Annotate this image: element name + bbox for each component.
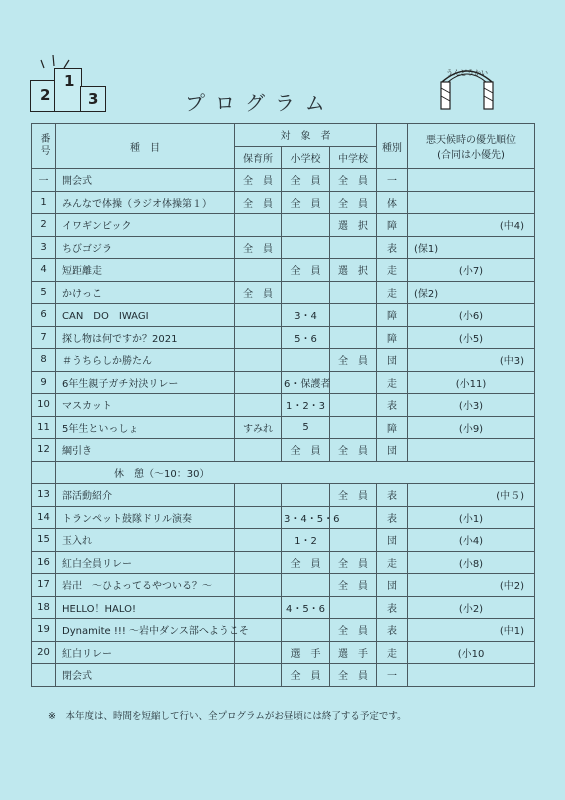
elementary-cell	[282, 281, 330, 304]
table-row	[32, 371, 535, 394]
junior-high-cell: 全 員	[330, 484, 377, 507]
table-row	[32, 619, 535, 642]
priority-cell: (小7)	[408, 259, 535, 282]
type-cell: 障	[377, 326, 408, 349]
priority-cell: (小4)	[408, 529, 535, 552]
junior-high-cell	[330, 394, 377, 417]
nursery-cell	[235, 259, 282, 282]
header-event: 種 目	[56, 124, 235, 169]
row-number: 7	[32, 326, 56, 349]
priority-cell: (小10	[408, 641, 535, 664]
event-name: 綱引き	[56, 439, 235, 462]
elementary-cell: 3・4	[282, 304, 330, 327]
header-number: 番号	[32, 124, 56, 169]
podium-number-1: 1	[64, 72, 75, 90]
row-number: 14	[32, 506, 56, 529]
elementary-cell: 4・5・6	[282, 596, 330, 619]
table-row	[32, 281, 535, 304]
event-name: 玉入れ	[56, 529, 235, 552]
junior-high-cell: 選 択	[330, 214, 377, 237]
event-name: Dynamite !!! 〜岩中ダンス部へようこそ	[56, 619, 235, 642]
nursery-cell	[235, 439, 282, 462]
nursery-cell	[235, 349, 282, 372]
type-cell: 表	[377, 596, 408, 619]
priority-cell	[408, 169, 535, 192]
row-number: 3	[32, 236, 56, 259]
event-name: 部活動紹介	[56, 484, 235, 507]
priority-cell: (保2)	[408, 281, 535, 304]
junior-high-cell: 選 手	[330, 641, 377, 664]
podium-number-3: 3	[88, 90, 99, 108]
header-priority-note: (合同は小優先)	[437, 150, 505, 161]
elementary-cell: 5・6	[282, 326, 330, 349]
priority-cell	[408, 439, 535, 462]
header-elementary: 小学校	[282, 146, 330, 169]
type-cell: 表	[377, 484, 408, 507]
priority-cell: (小11)	[408, 371, 535, 394]
nursery-cell	[235, 371, 282, 394]
type-cell: 団	[377, 439, 408, 462]
program-table	[31, 123, 535, 687]
priority-cell: (小8)	[408, 551, 535, 574]
type-cell: 走	[377, 281, 408, 304]
type-cell: 表	[377, 394, 408, 417]
elementary-cell: 全 員	[282, 551, 330, 574]
elementary-cell: 1・2	[282, 529, 330, 552]
junior-high-cell	[330, 236, 377, 259]
row-number: 9	[32, 371, 56, 394]
junior-high-cell	[330, 326, 377, 349]
nursery-cell	[235, 304, 282, 327]
type-cell: 団	[377, 349, 408, 372]
type-cell: 走	[377, 551, 408, 574]
nursery-cell	[235, 596, 282, 619]
nursery-cell	[235, 529, 282, 552]
priority-cell: (中５)	[408, 484, 535, 507]
junior-high-cell	[330, 529, 377, 552]
podium-number-2: 2	[40, 86, 51, 104]
row-number: 10	[32, 394, 56, 417]
event-name: CAN DO IWAGI	[56, 304, 235, 327]
row-number: 17	[32, 574, 56, 597]
junior-high-cell: 全 員	[330, 574, 377, 597]
row-number: 11	[32, 416, 56, 439]
nursery-cell	[235, 326, 282, 349]
table-row	[32, 664, 535, 687]
table-row	[32, 641, 535, 664]
event-name: 紅白全員リレー	[56, 551, 235, 574]
type-cell: 走	[377, 641, 408, 664]
priority-cell: (小9)	[408, 416, 535, 439]
table-row	[32, 484, 535, 507]
type-cell: 表	[377, 619, 408, 642]
event-name: みんなで体操（ラジオ体操第１）	[56, 191, 235, 214]
table-row	[32, 304, 535, 327]
elementary-cell	[282, 619, 330, 642]
header-junior-high: 中学校	[330, 146, 377, 169]
row-number: 19	[32, 619, 56, 642]
row-number: 4	[32, 259, 56, 282]
type-cell: 団	[377, 574, 408, 597]
header-nursery: 保育所	[235, 146, 282, 169]
row-number: 20	[32, 641, 56, 664]
elementary-cell: 全 員	[282, 169, 330, 192]
nursery-cell	[235, 664, 282, 687]
junior-high-cell: 全 員	[330, 619, 377, 642]
footer-note: ※ 本年度は、時間を短縮して行い、全プログラムがお昼頃には終了する予定です。	[48, 711, 407, 722]
row-number: 12	[32, 439, 56, 462]
elementary-cell: 全 員	[282, 191, 330, 214]
event-name: イワギンピック	[56, 214, 235, 237]
event-name: 閉会式	[56, 664, 235, 687]
header-target: 対 象 者	[235, 124, 377, 147]
event-name: 探し物は何ですか？2021	[56, 326, 235, 349]
elementary-cell: 全 員	[282, 439, 330, 462]
event-name: HELLO！HALO!	[56, 596, 235, 619]
junior-high-cell: 全 員	[330, 439, 377, 462]
priority-cell: (小1)	[408, 506, 535, 529]
nursery-cell: 全 員	[235, 236, 282, 259]
elementary-cell	[282, 349, 330, 372]
event-name: 開会式	[56, 169, 235, 192]
priority-cell: (小2)	[408, 596, 535, 619]
junior-high-cell	[330, 371, 377, 394]
priority-cell: (小6)	[408, 304, 535, 327]
junior-high-cell: 選 択	[330, 259, 377, 282]
junior-high-cell: 全 員	[330, 664, 377, 687]
event-name: かけっこ	[56, 281, 235, 304]
table-row	[32, 416, 535, 439]
elementary-cell	[282, 214, 330, 237]
priority-cell: (中2)	[408, 574, 535, 597]
nursery-cell: 全 員	[235, 191, 282, 214]
type-cell: 障	[377, 304, 408, 327]
priority-cell: (中3)	[408, 349, 535, 372]
nursery-cell	[235, 394, 282, 417]
type-cell: 一	[377, 664, 408, 687]
row-number: 一	[32, 169, 56, 192]
priority-cell	[408, 191, 535, 214]
priority-cell: (小3)	[408, 394, 535, 417]
break-label: 休 憩（〜10：30）	[56, 461, 535, 484]
elementary-cell: 全 員	[282, 664, 330, 687]
event-name: ちびゴジラ	[56, 236, 235, 259]
table-row	[32, 259, 535, 282]
elementary-cell: 6・保護者	[282, 371, 330, 394]
elementary-cell: 1・2・3	[282, 394, 330, 417]
table-row	[32, 596, 535, 619]
table-row	[32, 326, 535, 349]
type-cell: 障	[377, 416, 408, 439]
table-row	[32, 214, 535, 237]
page-title: プログラム	[185, 91, 335, 115]
header-priority-label: 悪天候時の優先順位	[426, 135, 517, 146]
table-row	[32, 574, 535, 597]
row-number: 15	[32, 529, 56, 552]
type-cell: 表	[377, 236, 408, 259]
type-cell: 一	[377, 169, 408, 192]
type-cell: 障	[377, 214, 408, 237]
nursery-cell	[235, 506, 282, 529]
table-row	[32, 169, 535, 192]
event-name: マスカット	[56, 394, 235, 417]
header-type: 種別	[377, 124, 408, 169]
elementary-cell	[282, 484, 330, 507]
nursery-cell	[235, 641, 282, 664]
elementary-cell	[282, 574, 330, 597]
nursery-cell	[235, 484, 282, 507]
priority-cell: (保1)	[408, 236, 535, 259]
junior-high-cell	[330, 596, 377, 619]
type-cell: 走	[377, 259, 408, 282]
junior-high-cell: 全 員	[330, 169, 377, 192]
event-name: 岩卍 〜ひよってるやついる？〜	[56, 574, 235, 597]
table-row	[32, 191, 535, 214]
junior-high-cell: 全 員	[330, 551, 377, 574]
table-row	[32, 236, 535, 259]
junior-high-cell: 全 員	[330, 349, 377, 372]
junior-high-cell: 全 員	[330, 191, 377, 214]
event-name: 6年生親子ガチ対決リレー	[56, 371, 235, 394]
type-cell: 体	[377, 191, 408, 214]
nursery-cell: 全 員	[235, 169, 282, 192]
gate-label: うんどうかい	[446, 69, 488, 77]
nursery-cell: すみれ	[235, 416, 282, 439]
nursery-cell: 全 員	[235, 281, 282, 304]
elementary-cell: 5	[282, 416, 330, 439]
elementary-cell: 全 員	[282, 259, 330, 282]
event-name: 紅白リレー	[56, 641, 235, 664]
row-number: 5	[32, 281, 56, 304]
junior-high-cell	[330, 416, 377, 439]
elementary-cell: 3・4・5・6	[282, 506, 330, 529]
entrance-gate-illustration	[436, 60, 498, 110]
table-row	[32, 394, 535, 417]
break-number-cell	[32, 461, 56, 484]
priority-cell: (中4)	[408, 214, 535, 237]
elementary-cell: 選 手	[282, 641, 330, 664]
row-number	[32, 664, 56, 687]
table-row	[32, 551, 535, 574]
row-number: 13	[32, 484, 56, 507]
table-row	[32, 506, 535, 529]
type-cell: 走	[377, 371, 408, 394]
row-number: 2	[32, 214, 56, 237]
row-number: 6	[32, 304, 56, 327]
row-number: 1	[32, 191, 56, 214]
type-cell: 表	[377, 506, 408, 529]
type-cell: 団	[377, 529, 408, 552]
event-name: 5年生といっしょ	[56, 416, 235, 439]
priority-cell: (中1)	[408, 619, 535, 642]
event-name: 短距離走	[56, 259, 235, 282]
nursery-cell	[235, 574, 282, 597]
event-name: トランペット鼓隊ドリル演奏	[56, 506, 235, 529]
nursery-cell	[235, 214, 282, 237]
table-row	[32, 349, 535, 372]
table-row	[32, 439, 535, 462]
row-number: 16	[32, 551, 56, 574]
break-row	[32, 461, 535, 484]
row-number: 18	[32, 596, 56, 619]
priority-cell: (小5)	[408, 326, 535, 349]
junior-high-cell	[330, 304, 377, 327]
priority-cell	[408, 664, 535, 687]
junior-high-cell	[330, 281, 377, 304]
elementary-cell	[282, 236, 330, 259]
row-number: 8	[32, 349, 56, 372]
table-row	[32, 529, 535, 552]
podium-illustration	[30, 68, 110, 112]
header-priority	[408, 124, 535, 169]
nursery-cell	[235, 551, 282, 574]
event-name: ＃うちらしか勝たん	[56, 349, 235, 372]
